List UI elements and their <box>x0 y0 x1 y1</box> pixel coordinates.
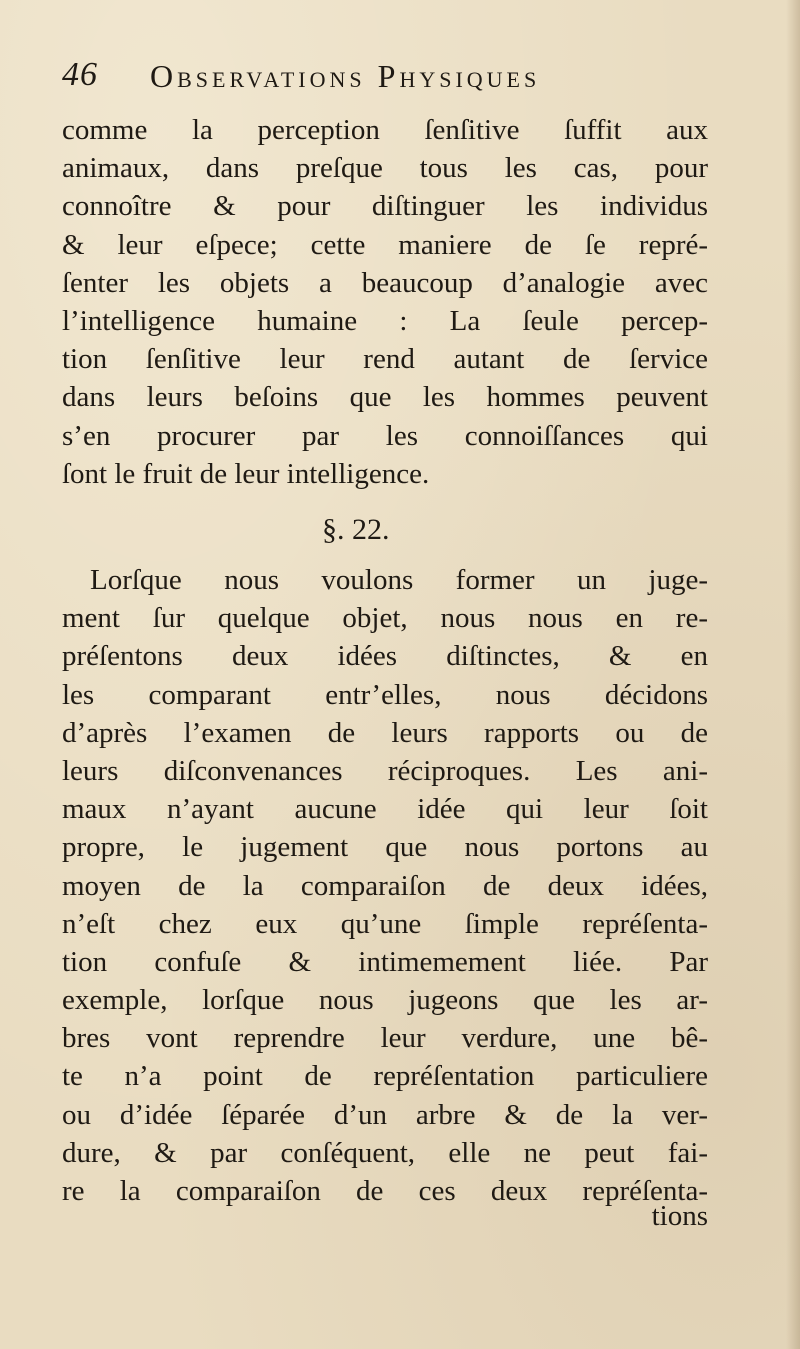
catchword: tions <box>651 1200 708 1232</box>
text-line: préſentons deux idées diſtinctes, & en <box>62 640 708 673</box>
text-line: dure, & par conſéquent, elle ne peut fai- <box>62 1136 708 1169</box>
paragraph-1 <box>62 111 708 493</box>
text-line: s’en procurer par les connoiſſances qui <box>62 419 708 452</box>
text-line: les comparant entr’elles, nous décidons <box>62 678 708 711</box>
text-line: ment ſur quelque objet, nous nous en re- <box>62 602 708 635</box>
text-line: connoître & pour diſtinguer les individus <box>62 190 708 223</box>
text-line: moyen de la comparaiſon de deux idées, <box>62 869 708 902</box>
text-line: bres vont reprendre leur verdure, une bê- <box>62 1022 708 1055</box>
text-line: Lorſque nous voulons former un juge- <box>90 564 708 596</box>
text-line: tion ſenſitive leur rend autant de ſervice <box>62 343 708 376</box>
text-line: l’intelligence humaine : La ſeule percep- <box>62 304 708 337</box>
page-edge-shadow <box>786 0 800 1349</box>
text-line: tion confuſe & intimemement liée. Par <box>62 945 708 978</box>
text-line: maux n’ayant aucune idée qui leur ſoit <box>62 793 708 826</box>
text-line: ou d’idée ſéparée d’un arbre & de la ver- <box>62 1098 708 1131</box>
page-header <box>62 50 722 104</box>
text-line: ſont le fruit de leur intelligence. <box>62 457 430 490</box>
text-line: exemple, lorſque nous jugeons que les ar- <box>62 984 708 1017</box>
text-line: animaux, dans preſque tous les cas, pour <box>62 152 708 185</box>
text-line: & leur eſpece; cette maniere de ſe repré- <box>62 228 708 261</box>
text-line: d’après l’examen de leurs rapports ou de <box>62 716 708 749</box>
text-line: dans leurs beſoins que les hommes peuvent <box>62 381 708 414</box>
text-line: leurs diſconvenances réciproques. Les ani- <box>62 754 708 787</box>
text-line: comme la perception ſenſitive ſuffit aux <box>62 114 708 146</box>
text-line: ſenter les objets a beaucoup d’analogie avec <box>62 266 708 299</box>
page-number: 46 <box>62 56 98 93</box>
running-title: Observations Physiques <box>150 58 541 94</box>
text-line: te n’a point de repréſentation particuliere <box>62 1060 708 1093</box>
text-line: propre, le jugement que nous portons au <box>62 831 708 864</box>
paragraph-2 <box>62 561 708 1210</box>
section-heading: §. 22. <box>322 513 390 546</box>
text-line: re la comparaiſon de ces deux repréſenta- <box>62 1175 708 1207</box>
text-line: n’eſt chez eux qu’une ſimple repréſenta- <box>62 907 708 940</box>
